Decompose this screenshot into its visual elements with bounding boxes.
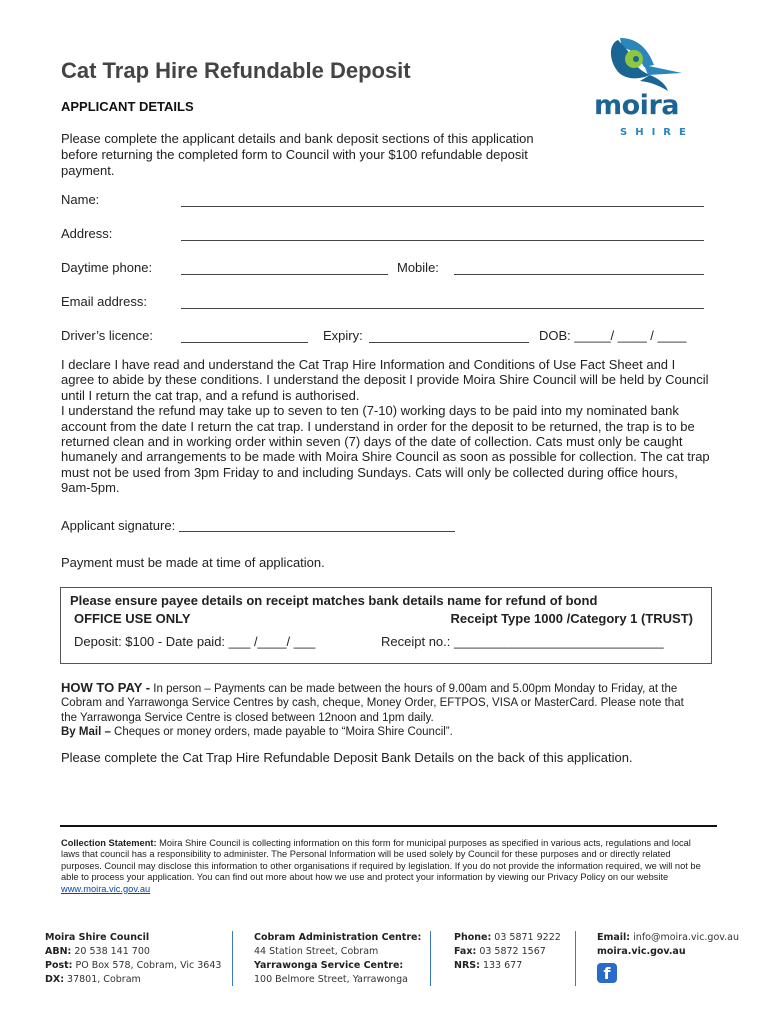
licence-label: Driver’s licence: [61, 328, 153, 343]
declaration-paragraph: I declare I have read and understand the Cat Trap Hire Information and Conditions of Use Fact Sheet and I agree to abide by these conditions. I understand the deposit I provide Moira Shire Council will be held by Council until I return the cat trap, and a refund is authorised. [61, 357, 709, 403]
address-field[interactable] [181, 226, 704, 241]
name-label: Name: [61, 192, 100, 207]
dob-field[interactable]: DOB: _____/ ____ / ____ [539, 328, 687, 343]
email-label: Email address: [61, 294, 147, 309]
phone-value: 03 5871 9222 [494, 932, 561, 943]
how-to-pay [61, 681, 701, 740]
footer-contact [597, 931, 739, 959]
by-mail-text: Cheques or money orders, made payable to “Moira Shire Council”. [110, 726, 453, 739]
divider [60, 825, 717, 827]
section-heading: APPLICANT DETAILS [61, 99, 194, 114]
daytime-phone-label: Daytime phone: [61, 260, 153, 275]
by-mail-heading: By Mail – [61, 726, 111, 739]
collection-statement [61, 838, 706, 895]
office-use-heading: OFFICE USE ONLY [74, 611, 191, 626]
footer-centres [254, 931, 421, 987]
footer-divider [575, 931, 576, 986]
signature-label: Applicant signature: [61, 518, 176, 533]
name-row [61, 192, 706, 210]
post-value: PO Box 578, Cobram, Vic 3643 [75, 960, 222, 971]
signature-field[interactable] [179, 517, 455, 532]
phone-row [61, 260, 706, 278]
mobile-field[interactable] [454, 260, 704, 275]
footer-phones [454, 931, 561, 973]
footer-divider [232, 931, 233, 986]
name-field[interactable] [181, 192, 704, 207]
address-label: Address: [61, 226, 113, 241]
facebook-icon[interactable]: f [597, 963, 617, 983]
address-row [61, 226, 706, 244]
office-use-box [60, 587, 712, 664]
signature-row [61, 515, 455, 533]
abn-label: ABN: [45, 946, 72, 957]
deposit-date-paid: Deposit: $100 - Date paid: ___ /____/ ___ [74, 634, 316, 649]
phone-label: Phone: [454, 932, 492, 943]
logo-wordmark: moira [594, 90, 679, 121]
cobram-label: Cobram Administration Centre: [254, 932, 422, 943]
footer-website[interactable]: moira.vic.gov.au [597, 946, 686, 957]
email-row [61, 294, 706, 312]
fax-value: 03 5872 1567 [479, 946, 546, 957]
receipt-type: Receipt Type 1000 /Category 1 (TRUST) [450, 611, 693, 626]
receipt-number: Receipt no.: _____________________________ [381, 634, 664, 649]
collection-text: Moira Shire Council is collecting information on this form for municipal purposes as specified in various acts, regulations and local laws that council has a responsibility to administer. The Personal Information will be used solely by Council for these purposes and or directly related purposes. Council may disclose this information to other organisations if required by legislation. If you do not provide the information required, we will not be able to process your application. You can find out more about how we use and protect your information by viewing our Privacy Policy on our website [61, 838, 701, 883]
mobile-label: Mobile: [397, 260, 439, 275]
post-label: Post: [45, 960, 73, 971]
yarrawonga-address: 100 Belmore Street, Yarrawonga [254, 974, 408, 985]
payment-note: Payment must be made at time of application. [61, 555, 325, 570]
email-footer-label: Email: [597, 932, 631, 943]
nrs-value: 133 677 [482, 960, 523, 971]
expiry-label: Expiry: [323, 328, 363, 343]
payee-notice: Please ensure payee details on receipt matches bank details name for refund of bond [70, 593, 598, 608]
how-to-pay-heading: HOW TO PAY - [61, 680, 151, 695]
cobram-address: 44 Station Street, Cobram [254, 946, 379, 957]
licence-row [61, 328, 706, 346]
nrs-label: NRS: [454, 960, 480, 971]
page-title: Cat Trap Hire Refundable Deposit [61, 58, 411, 83]
daytime-phone-field[interactable] [181, 260, 388, 275]
email-footer-value[interactable]: info@moira.vic.gov.au [633, 932, 740, 943]
back-page-note: Please complete the Cat Trap Hire Refundable Deposit Bank Details on the back of this application. [61, 750, 633, 765]
declaration [61, 357, 711, 496]
expiry-field[interactable] [369, 328, 529, 343]
licence-field[interactable] [181, 328, 308, 343]
logo-subtitle: SHIRE [620, 127, 694, 138]
footer-council [45, 931, 221, 987]
how-to-pay-text: In person – Payments can be made between the hours of 9.00am and 5.00pm Monday to Friday, at the Cobram and Yarrawonga Service Centres by cash, cheque, Money Order, EFTPOS, VISA or MasterCard. Please note that the Yarrawonga Service Centre is closed between 12noon and 1pm daily. [61, 683, 684, 724]
footer-council-name: Moira Shire Council [45, 932, 150, 943]
footer-divider [430, 931, 431, 986]
dx-label: DX: [45, 974, 65, 985]
collection-heading: Collection Statement: [61, 838, 157, 848]
abn-value: 20 538 141 700 [74, 946, 150, 957]
website-link[interactable]: www.moira.vic.gov.au [61, 883, 151, 894]
intro-text: Please complete the applicant details and bank deposit sections of this application before returning the completed form to Council with your $100 refundable deposit payment. [61, 131, 534, 178]
declaration-paragraph: I understand the refund may take up to seven to ten (7-10) working days to be paid into my nominated bank account from the date I return the cat trap. I understand in order for the deposit to be returned, the trap is to be returned clean and in working order within seven (7) days of the date of collection. Cats must only be caught humanely and arrangements to be made with Moira Shire Council as soon as possible for collection. The cat trap must not be used from 3pm Friday to and including Sundays. Cats will only be collected during office hours, 9am-5pm. [61, 403, 710, 496]
fax-label: Fax: [454, 946, 477, 957]
dx-value: 37801, Cobram [67, 974, 141, 985]
email-field[interactable] [181, 294, 704, 309]
yarrawonga-label: Yarrawonga Service Centre: [254, 960, 404, 971]
